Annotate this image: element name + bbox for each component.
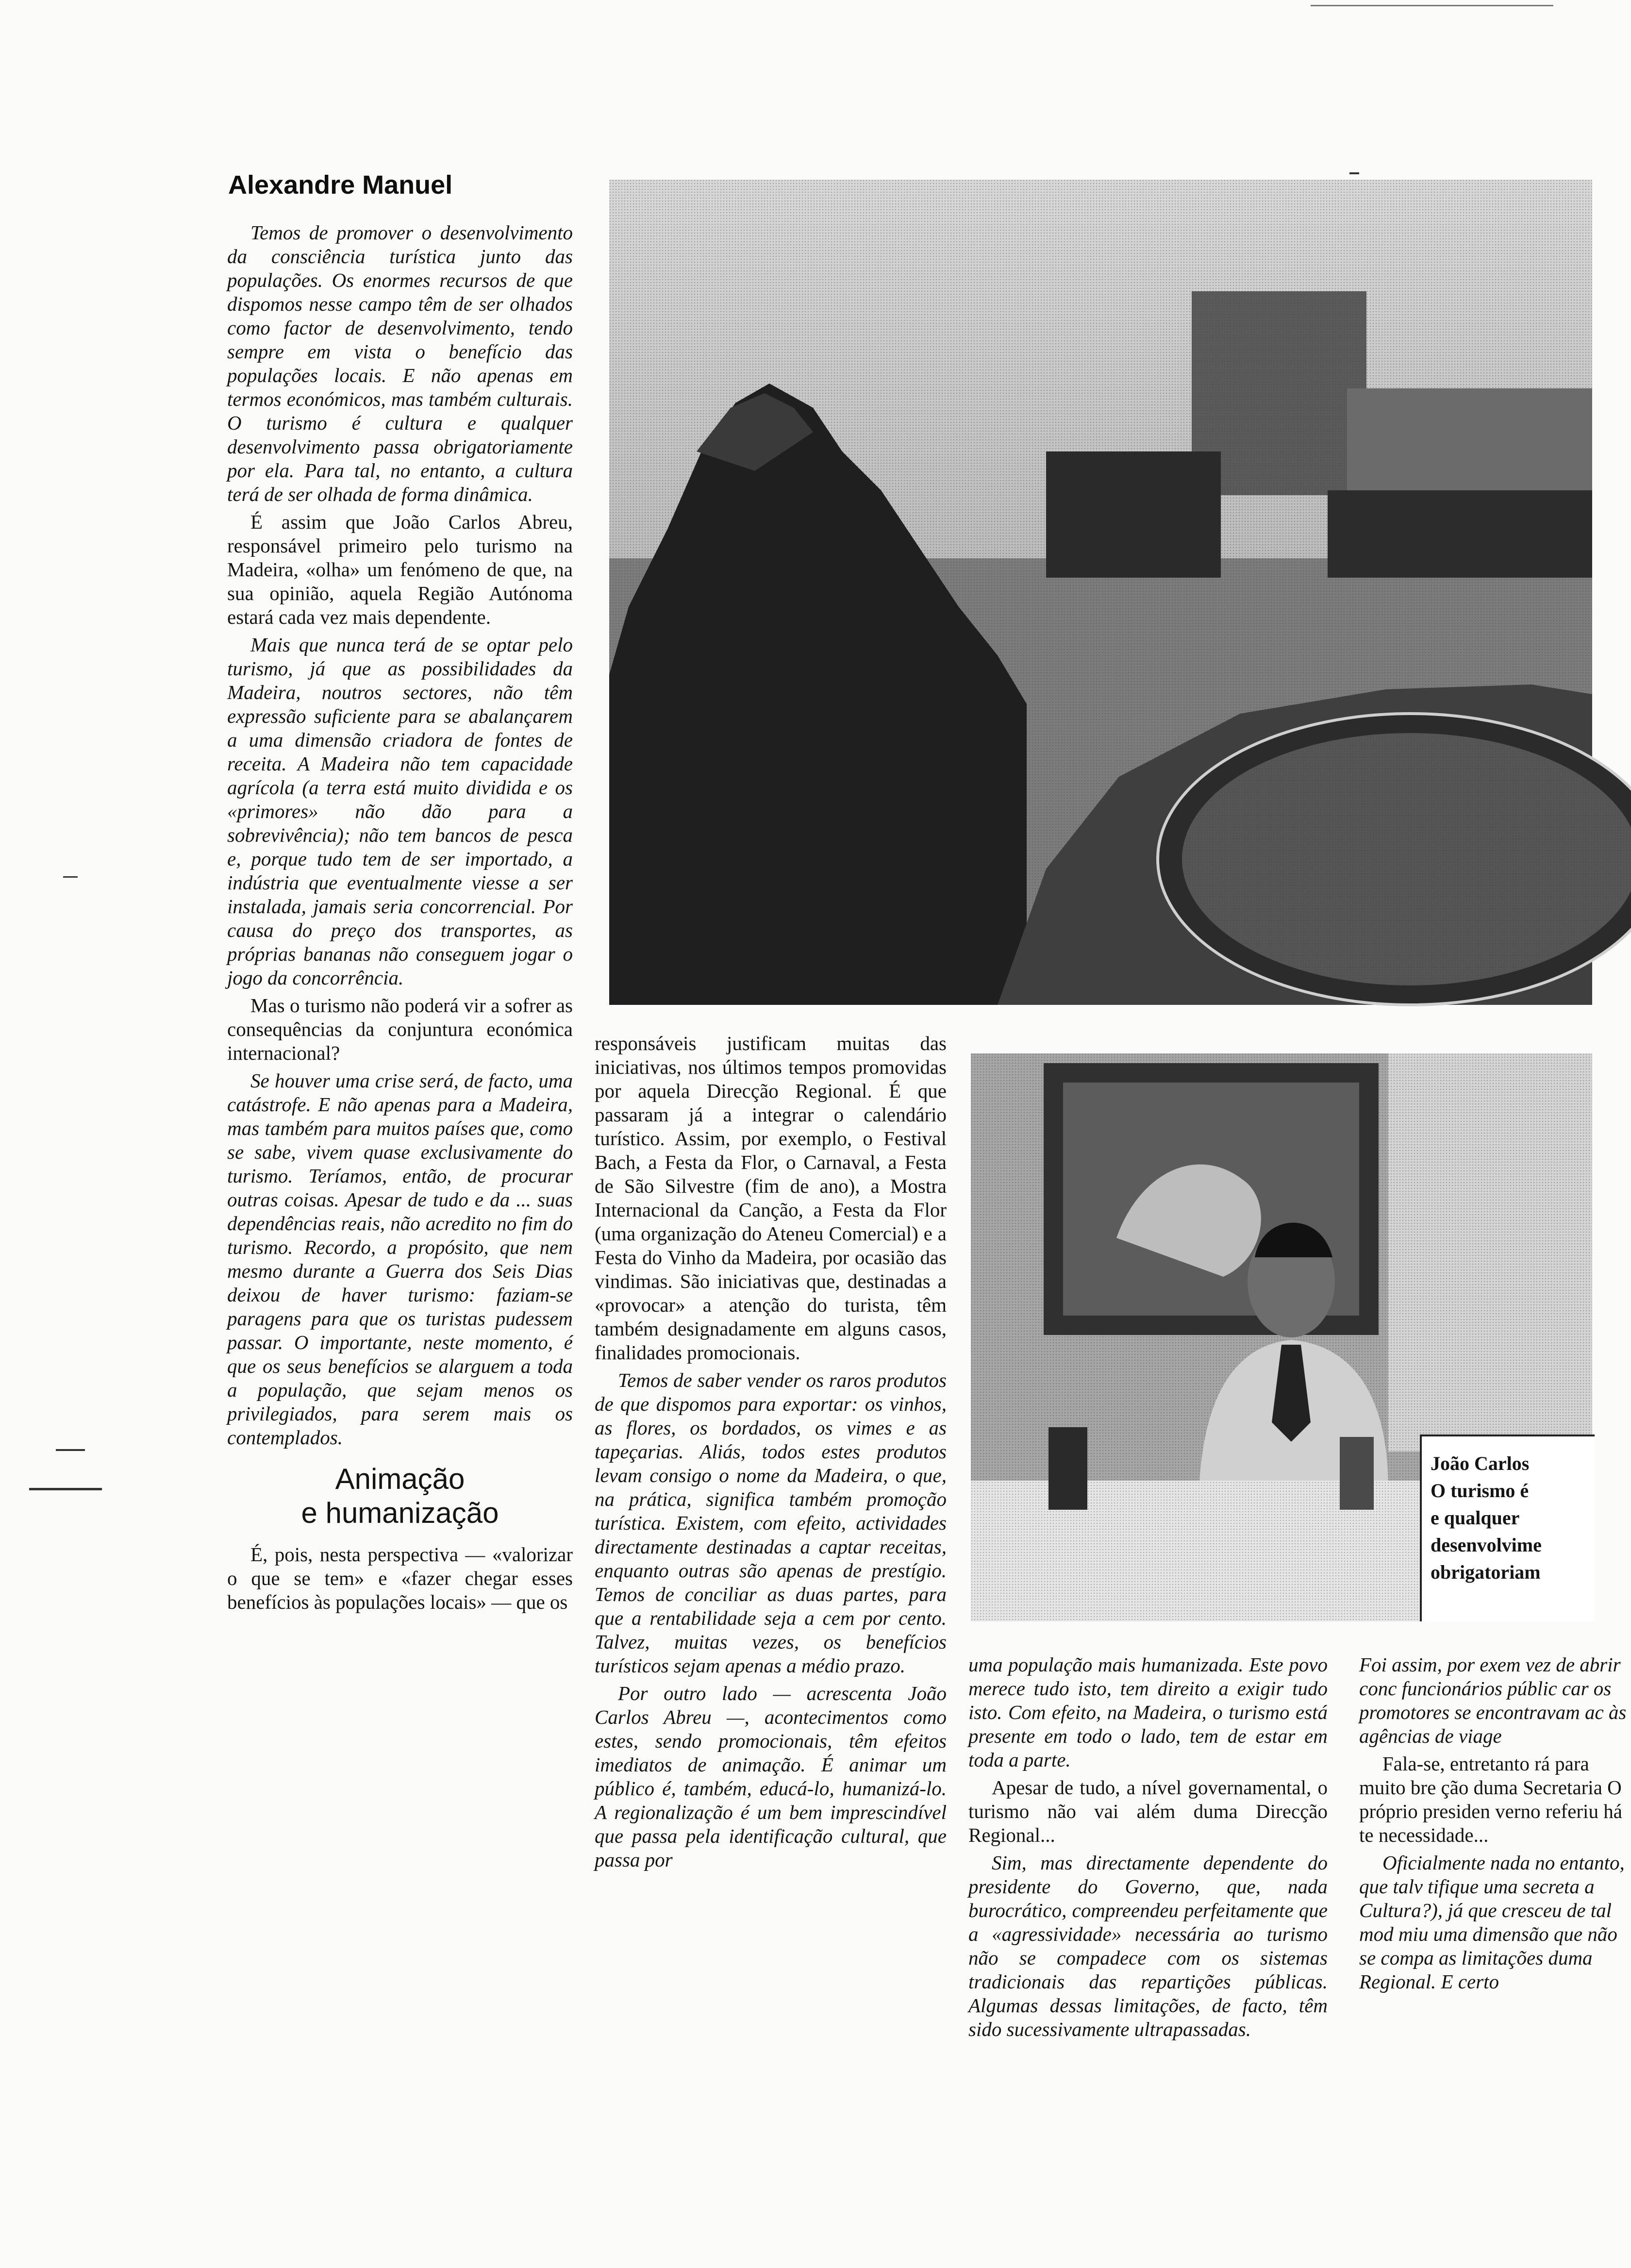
question-paragraph: Mas o turismo não poderá vir a sofrer as consequências da conjuntura económica internacional? (227, 994, 573, 1064)
article-column-2 (595, 1032, 947, 2197)
scan-mark (29, 1488, 102, 1490)
scan-mark (63, 876, 78, 878)
article-column-4 (1359, 1653, 1627, 2197)
article-column-3 (968, 1653, 1328, 2197)
subheading-line: e humanização (301, 1497, 499, 1529)
caption-line: O turismo é (1431, 1480, 1529, 1501)
caption-line: e qualquer (1431, 1507, 1520, 1529)
quote-paragraph: Sim, mas directamente dependente do presidente do Governo, que, nada burocrático, compreendeu perfeitamente que a «agressividade» necessária ao turismo não se compadece com os sistemas tradicionais das repartições públicas. Algumas dessas limitações, de facto, têm sido sucessivamente ultrapassadas. (968, 1851, 1328, 2040)
article-column-1 (227, 221, 573, 2187)
quote-paragraph: Mais que nunca terá de se optar pelo turismo, já que as possibilidades da Madeira, noutros sectores, não têm expressão suficiente para se abalançarem a uma dimensão criadora de fontes de receita. A Madeira não tem capacidade agrícola (a terra está muito dividida e os «primores» não dão para a sobrevivência); não tem bancos de pesca e, porque tudo tem de ser importado, a indústria que eventualmente viesse a ser instalada, jamais seria concorrencial. Por causa do preço dos transportes, as próprias bananas não conseguem jogar o jogo da concorrência. (227, 634, 573, 989)
paragraph: É assim que João Carlos Abreu, responsável primeiro pelo turismo na Madeira, «olha» um fenómeno de que, na sua opinião, aquela Região Autónoma estará cada vez mais dependente. (227, 511, 573, 628)
caption-line: desenvolvime (1431, 1534, 1542, 1556)
scan-mark (1349, 172, 1359, 174)
quote-paragraph: Foi assim, por exem vez de abrir conc funcionários públic car os promotores se encontravam ac às agências de viage (1359, 1653, 1627, 1747)
coast-photo-image (609, 180, 1592, 1005)
paragraph: É, pois, nesta perspectiva — «valorizar o que se tem» e «fazer chegar esses benefícios às populações locais» — que os (227, 1543, 573, 1613)
caption-line: João Carlos (1431, 1452, 1530, 1474)
intro-quote: Temos de promover o desenvolvimento da consciência turística junto das populações. Os enormes recursos de que dispomos nesse campo têm de ser olhados como factor de desenvolvimento, tendo sempre em vista o benefício das populações locais. E não apenas em termos económicos, mas também culturais. O turismo é cultura e qualquer desenvolvimento passa obrigatoriamente por ela. Para tal, no entanto, a cultura terá de ser olhada de forma dinâmica. (227, 221, 573, 505)
paragraph: responsáveis justificam muitas das iniciativas, nos últimos tempos promovidas por aquela Direcção Regional. É que passaram já a integrar o calendário turístico. Assim, por exemplo, o Festival Bach, a Festa da Flor, o Carnaval, a Festa de São Silvestre (fim de ano), a Mostra Internacional da Canção, a Festa da Flor (uma organização do Ateneu Comercial) e a Festa do Vinho da Madeira, por ocasião das vindimas. São iniciativas que, destinadas a «provocar» a atenção do turista, têm também designadamente em alguns casos, finalidades promocionais. (595, 1032, 947, 1364)
question-paragraph: Apesar de tudo, a nível governamental, o turismo não vai além duma Direcção Regional... (968, 1776, 1328, 1846)
author-byline: Alexandre Manuel (228, 170, 453, 200)
scan-mark (1311, 5, 1553, 6)
quote-paragraph: uma população mais humanizada. Este povo merece tudo isto, tem direito a exigir tudo isto. Com efeito, na Madeira, o turismo está presente em todo o lado, tem de estar em toda a parte. (968, 1653, 1328, 1771)
quote-paragraph: Por outro lado — acrescenta João Carlos Abreu —, acontecimentos como estes, sendo promocionais, têm efeitos imediatos de animação. É animar um público é, também, educá-lo, humanizá-lo. A regionalização é um bem imprescindível que passa pela identificação cultural, que passa por (595, 1682, 947, 1871)
scan-mark (56, 1449, 85, 1451)
quote-paragraph: Se houver uma crise será, de facto, uma catástrofe. E não apenas para a Madeira, mas também para muitos países que, como se sabe, vivem quase exclusivamente do turismo. Teríamos, então, de procurar outras coisas. Apesar de tudo e da ... suas dependências reais, não acredito no fim do turismo. Recordo, a propósito, que nem mesmo durante a Guerra dos Seis Dias deixou de haver turismo: faziam-se paragens para que os turistas pudessem passar. O importante, neste momento, é que os seus benefícios se alarguem a toda a população, que sejam menos os privilegiados, para serem mais os contemplados. (227, 1069, 573, 1449)
quote-paragraph: Oficialmente nada no entanto, que talv tifique uma secreta a Cultura?), já que cresceu de tal mod miu uma dimensão que não se compa as limitações duma Regional. E certo (1359, 1851, 1625, 1993)
caption-line: obrigatoriam (1431, 1561, 1541, 1583)
madeira-coast-photo (609, 180, 1592, 1005)
photo-caption (1420, 1434, 1595, 1621)
subheading-line: Animação (335, 1463, 465, 1495)
section-subheading (227, 1462, 573, 1530)
paragraph: Fala-se, entretanto rá para muito bre ção duma Secretaria O próprio presiden verno referiu há te necessidade... (1359, 1752, 1622, 1846)
quote-paragraph: Temos de saber vender os raros produtos de que dispomos para exportar: os vinhos, as flores, os bordados, os vimes e as tapeçarias. Aliás, todos estes produtos levam consigo o nome da Madeira, o que, na prática, significa também promoção turística. Existem, com efeito, actividades directamente destinadas a captar receitas, enquanto outras são apenas de prestígio. Temos de conciliar as duas partes, para que a rentabilidade seja a cem por cento. Talvez, muitas vezes, os benefícios turísticos sejam apenas a médio prazo. (595, 1369, 947, 1677)
